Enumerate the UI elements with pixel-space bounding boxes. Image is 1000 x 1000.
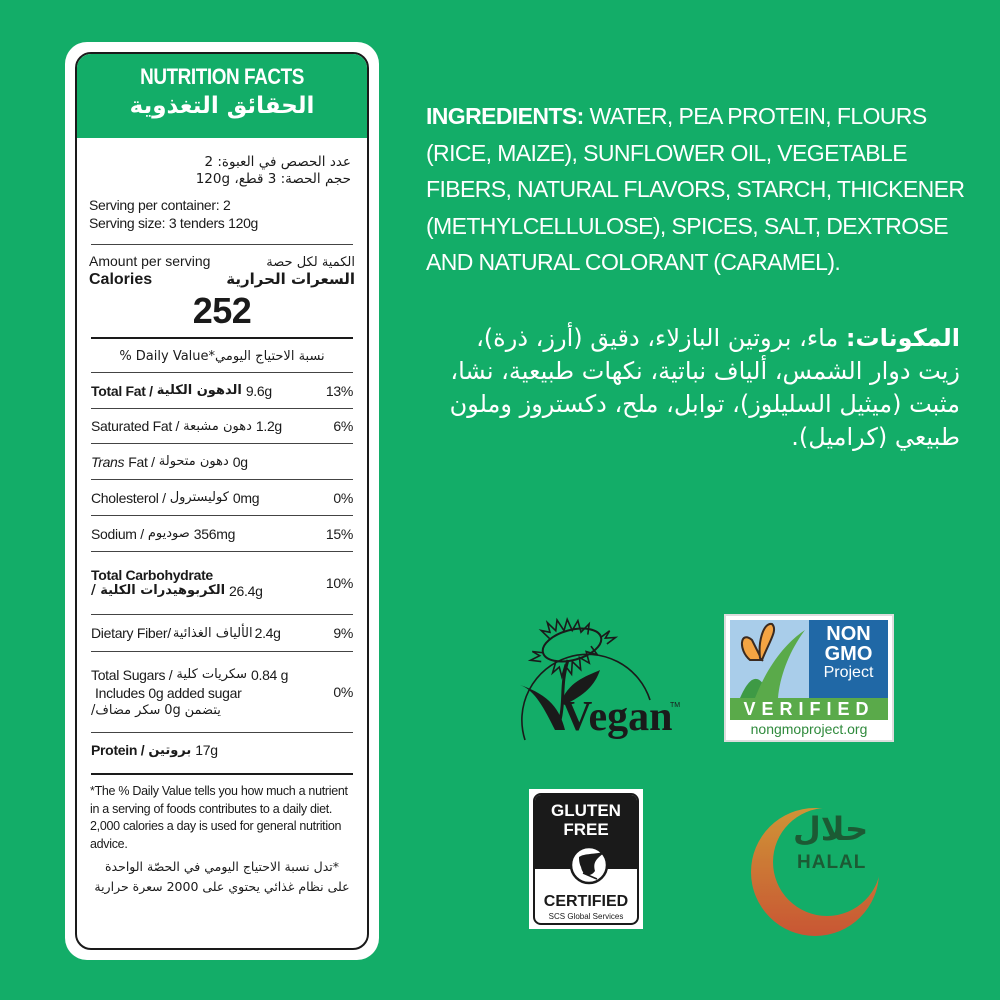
nutrient-name-en: Sodium / bbox=[91, 525, 144, 542]
ingredients-text-ar: ماء، بروتين البازلاء، دقيق (أرز، ذرة)، زيت دوار الشمس، ألياف نباتية، نكهات طبيعية، نشا، مثبت (ميثيل السليلوز)، توابل، ملح، دكستروز وملون طبيعي (كراميل). bbox=[449, 324, 960, 451]
nutrient-amount: 9.6g bbox=[245, 382, 272, 399]
footnote-ar-line-2: على نظام غذائي يحتوي على 2000 سعرة حرارية bbox=[94, 879, 350, 894]
divider bbox=[91, 244, 353, 245]
nutrient-percent: 9% bbox=[333, 625, 353, 641]
nutrient-row-total-fat bbox=[89, 373, 355, 408]
gluten-free-issuer: SCS Global Services bbox=[548, 912, 624, 921]
nutrient-amount: 1.2g bbox=[255, 418, 282, 434]
nutrient-name-en: Cholesterol / bbox=[91, 489, 166, 506]
amount-per-serving-row bbox=[89, 253, 355, 270]
nutrient-name-en: Dietary Fiber/ bbox=[91, 625, 171, 641]
daily-value-label: % Daily Value*نسبة الاحتياج اليومي bbox=[119, 349, 325, 364]
nutrient-name-ar: كوليسترول bbox=[169, 490, 229, 505]
amount-per-serving-en: Amount per serving bbox=[89, 253, 211, 269]
halal-text-ar: حلال bbox=[793, 810, 869, 848]
nutrient-row-total-carbohydrate bbox=[89, 552, 355, 614]
nutrient-name-ar: دهون متحولة bbox=[158, 454, 229, 469]
nutrient-amount: 17g bbox=[195, 742, 218, 758]
nutrient-name-en: Total Sugars / bbox=[91, 666, 173, 683]
footnote-en: *The % Daily Value tells you how much a nutrient in a serving of foods contributes to a daily diet. 2,000 calories a day is used for general nutrition advice. bbox=[90, 784, 348, 851]
calories-label-ar: السعرات الحرارية bbox=[226, 270, 355, 288]
non-gmo-verified-badge bbox=[724, 614, 894, 742]
non-gmo-verified-label: VERIFIED bbox=[730, 698, 888, 720]
non-gmo-sky-panel bbox=[730, 620, 809, 698]
nutrition-facts-card bbox=[65, 42, 379, 960]
nutrient-name-ar: صوديوم bbox=[147, 526, 190, 541]
nutrient-row-sodium bbox=[89, 516, 355, 551]
nutrient-amount: 0.84 g bbox=[251, 666, 289, 683]
ingredients-label-ar: المكونات: bbox=[845, 324, 960, 352]
nutrient-name-ar: سكريات كلية bbox=[176, 666, 247, 682]
nutrient-percent: 0% bbox=[333, 684, 353, 700]
nutrient-name-en: Total Fat / bbox=[91, 382, 153, 399]
gluten-free-certified: CERTIFIED bbox=[543, 893, 629, 910]
nutrient-name-en: Protein / bbox=[91, 742, 145, 758]
calories-row bbox=[89, 270, 355, 289]
nutrient-amount: 0g bbox=[232, 453, 248, 470]
nutrition-facts-panel bbox=[75, 52, 369, 950]
nutrient-name-ar: دهون مشبعة bbox=[183, 418, 252, 434]
nutrient-name-ar: الدهون الكلية bbox=[156, 383, 242, 398]
gluten-free-title bbox=[535, 801, 637, 839]
non-gmo-title-panel bbox=[809, 620, 888, 698]
ingredients-text-en: WATER, PEA PROTEIN, FLOURS (RICE, MAIZE), SUNFLOWER OIL, VEGETABLE FIBERS, NATURAL FLAVORS, STARCH, THICKENER (METHYLCELLULOSE), SPICES, SALT, DEXTROSE AND NATURAL COLORANT (CARAMEL). bbox=[426, 103, 965, 275]
nutrient-row-saturated-fat bbox=[89, 409, 355, 443]
nutrient-percent: 6% bbox=[333, 418, 353, 434]
daily-value-header bbox=[89, 339, 355, 372]
nutrient-row-trans-fat bbox=[89, 444, 355, 479]
nutrient-row-dietary-fiber bbox=[89, 615, 355, 651]
nutrient-name-en: Total Carbohydrate bbox=[91, 567, 213, 583]
nutrient-row-cholesterol bbox=[89, 480, 355, 515]
nutrient-percent: 13% bbox=[325, 382, 353, 399]
halal-text-en: HALAL bbox=[797, 852, 867, 873]
ingredients-label-en: INGREDIENTS: bbox=[426, 103, 584, 129]
gluten-free-line-1: GLUTEN bbox=[551, 801, 621, 820]
nutrient-amount: 0mg bbox=[232, 489, 260, 506]
serving-size-en: Serving size: 3 tenders 120g bbox=[89, 215, 259, 231]
svg-text:TM: TM bbox=[670, 702, 681, 709]
non-gmo-url: nongmoproject.org bbox=[750, 721, 868, 737]
calories-value: 252 bbox=[192, 290, 252, 331]
amount-per-serving-ar: الكمية لكل حصة bbox=[266, 255, 355, 270]
non-gmo-line-3: Project bbox=[823, 664, 874, 681]
servings-container-ar: عدد الحصص في العبوة: 2 bbox=[204, 154, 351, 170]
butterfly-icon bbox=[730, 620, 809, 698]
nutrient-row-protein bbox=[89, 733, 355, 767]
added-sugar-ar: يتضمن 0g سكر مضاف/ bbox=[91, 702, 221, 718]
divider-thick bbox=[91, 773, 353, 775]
nutrient-name-ar: الألياف الغذائية bbox=[172, 625, 253, 641]
ingredients-en bbox=[426, 98, 966, 281]
halal-badge bbox=[735, 790, 895, 940]
nutrient-name-ar: بروتين bbox=[148, 742, 192, 758]
gluten-free-certified-badge bbox=[529, 789, 643, 929]
nutrient-percent: 10% bbox=[325, 575, 353, 591]
nutrition-title-ar: الحقائق التغذوية bbox=[129, 93, 315, 119]
svg-text:Vegan: Vegan bbox=[562, 694, 673, 740]
footnote-ar-line-1: *تدل نسبة الاحتياج اليومي في الحصّة الواحدة bbox=[104, 859, 340, 874]
ingredients-ar bbox=[430, 322, 960, 454]
servings-container-en: Serving per container: 2 bbox=[89, 197, 231, 213]
nutrition-title-en: NUTRITION FACTS bbox=[140, 64, 304, 89]
nutrient-amount: 2.4g bbox=[254, 625, 281, 641]
nutrition-facts-header bbox=[77, 54, 367, 138]
nutrient-amount: 26.4g bbox=[229, 583, 263, 599]
nutrient-percent: 15% bbox=[325, 525, 353, 542]
nutrient-name-en: Fat / bbox=[128, 453, 155, 470]
non-gmo-line-2: GMO bbox=[824, 643, 873, 665]
nutrient-name-ar: الكربوهيدرات الكلية / bbox=[91, 583, 226, 598]
nutrient-row-total-sugars bbox=[89, 652, 355, 732]
footnote-ar bbox=[89, 857, 355, 897]
servings-ar bbox=[89, 154, 355, 188]
calories-label-en: Calories bbox=[89, 271, 153, 288]
nutrient-amount: 356mg bbox=[193, 525, 236, 542]
added-sugar-en: Includes 0g added sugar bbox=[95, 684, 242, 701]
nutrient-name-en: Saturated Fat / bbox=[91, 418, 180, 434]
nutrient-percent: 0% bbox=[333, 489, 353, 506]
sunflower-icon bbox=[490, 590, 690, 770]
vegan-badge bbox=[490, 590, 690, 770]
serving-size-ar: حجم الحصة: 3 قطع، 120g bbox=[195, 171, 351, 187]
servings-en bbox=[89, 196, 355, 232]
hummingbird-icon bbox=[569, 843, 609, 887]
gluten-free-line-2: FREE bbox=[563, 820, 609, 839]
non-gmo-line-1: NON bbox=[826, 623, 871, 645]
nutrient-name-en-italic: Trans bbox=[91, 453, 125, 470]
